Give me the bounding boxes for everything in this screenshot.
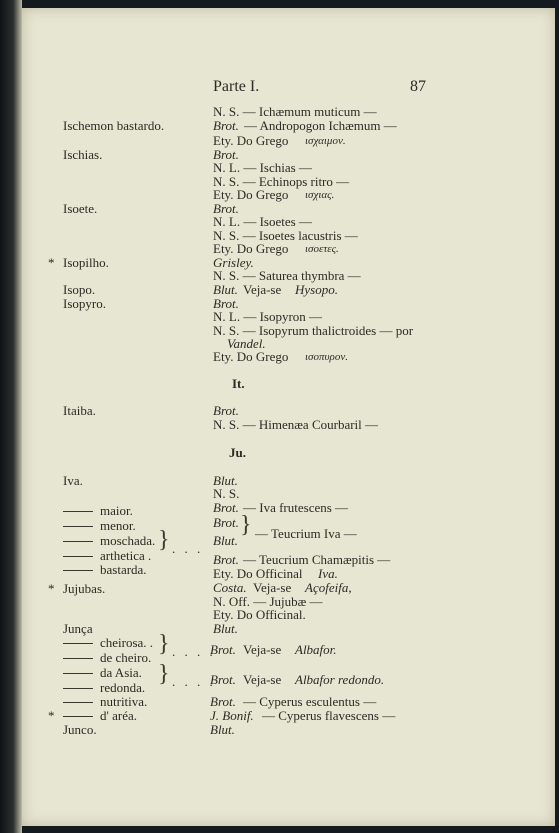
cross-reference: Albafor redondo. (295, 672, 385, 687)
entry-junca-nutritiva: nutritiva. (100, 694, 148, 709)
note-etymology: Ety. Do Officinal (213, 566, 303, 581)
entry-jujubas: Jujubas. (63, 581, 106, 596)
note-author: Brot. (213, 515, 239, 530)
entry-itaiba: Itaiba. (63, 403, 96, 418)
note-author: Brot. (210, 672, 236, 687)
note-author: Brot. (213, 552, 239, 567)
leader-dots: . . . (172, 541, 204, 556)
entry-isoete: Isoete. (63, 201, 98, 216)
note-author: Brot. (213, 201, 239, 216)
ditto-dash (63, 643, 93, 644)
greek-word: ισχαιμον. (305, 135, 346, 147)
note-line: Veja-se (243, 642, 282, 657)
asterisk-mark: * (48, 581, 55, 596)
entry-iva-moschada: moschada. (100, 533, 156, 548)
ditto-dash (63, 526, 93, 527)
brace-left: } (158, 631, 170, 657)
running-title: Parte I. (213, 78, 260, 95)
entry-junca-redonda: redonda. (100, 680, 146, 695)
note-line: N. S. — Echinops ritro — (213, 174, 350, 189)
note-line: N. S. — Ichæmum muticum — (213, 104, 377, 119)
entry-ischemon: Ischemon bastardo. (63, 118, 165, 133)
leader-dots: . . . . (172, 644, 216, 659)
note-author: Brot. (210, 694, 236, 709)
entry-iva-arthetica: arthetica . (100, 548, 152, 563)
note-line: N. L. — Isopyron — (213, 309, 323, 324)
entry-junca-cheirosa: cheirosa. . (100, 635, 154, 650)
note-line: — Teucrium Iva — (255, 526, 357, 541)
brace-right: } (240, 512, 252, 538)
entry-ischias: Ischias. (63, 147, 103, 162)
entry-isopo: Isopo. (63, 282, 96, 297)
note-line: — Andropogon Ichæmum — (244, 118, 397, 133)
note-author: Costa. (213, 580, 247, 595)
note-author: Blut. (213, 533, 238, 548)
section-heading-ju: Ju. (229, 445, 246, 460)
entry-junca-da-asia: da Asia. (100, 665, 142, 680)
note-etymology: Ety. Do Grego (213, 187, 289, 202)
ditto-dash (63, 716, 93, 717)
note-line: — Iva frutescens — (243, 500, 349, 515)
note-line: N. S. (213, 486, 240, 501)
note-line: Veja-se (243, 282, 282, 297)
note-line: Veja-se (243, 672, 282, 687)
note-author: Blut. (213, 621, 238, 636)
note-author: J. Bonif. (210, 708, 254, 723)
note-line: — Teucrium Chamæpitis — (243, 552, 391, 567)
ditto-dash (63, 658, 93, 659)
note-line: — Cyperus esculentus — (243, 694, 377, 709)
entry-isopyro: Isopyro. (63, 296, 106, 311)
note-etymology: Ety. Do Officinal. (213, 607, 306, 622)
note-line: N. Off. — Jujubæ — (213, 594, 323, 609)
leader-dots: . . . . (172, 674, 216, 689)
ditto-dash (63, 541, 93, 542)
cross-reference: Hysopo. (295, 282, 338, 297)
note-line: N. L. — Isoetes — (213, 214, 312, 229)
cross-reference: Açofeifa, (305, 580, 352, 595)
entry-junca: Junça (63, 621, 93, 636)
note-author: Grisley. (213, 255, 254, 270)
note-author: Brot. (213, 500, 239, 515)
note-line: N. S. — Isoetes lacustris — (213, 228, 358, 243)
note-author: Vandel. (227, 336, 266, 351)
ditto-dash (63, 570, 93, 571)
book-spine (0, 0, 22, 833)
entry-isopilho: Isopilho. (63, 255, 109, 270)
note-author: Blut. (213, 282, 238, 297)
entry-iva: Iva. (63, 473, 83, 488)
note-author: Blut. (213, 473, 238, 488)
greek-word: ισοπυρον. (305, 351, 348, 363)
note-line: N. S. — Saturea thymbra — (213, 268, 361, 283)
note-etymology: Ety. Do Grego (213, 349, 289, 364)
entry-iva-maior: maior. (100, 503, 133, 518)
note-etymology: Ety. Do Grego (213, 133, 289, 148)
note-line: N. S. — Isopyrum thalictroides — por (213, 323, 414, 338)
note-author: Brot. (213, 296, 239, 311)
note-author: Blut. (210, 722, 235, 737)
entry-junco: Junco. (63, 722, 97, 737)
ditto-dash (63, 702, 93, 703)
note-line: — Cyperus flavescens — (262, 708, 396, 723)
greek-word: ισοετες. (305, 243, 339, 255)
asterisk-mark: * (48, 708, 55, 723)
ditto-dash (63, 673, 93, 674)
brace-left: } (158, 527, 170, 553)
ditto-dash (63, 688, 93, 689)
ditto-dash (63, 556, 93, 557)
ditto-dash (63, 511, 93, 512)
brace-left: } (158, 661, 170, 687)
entry-iva-bastarda: bastarda. (100, 562, 147, 577)
entry-junca-darea: d' aréa. (100, 708, 137, 723)
note-line: N. L. — Ischias — (213, 160, 312, 175)
cross-reference: Albafor. (295, 642, 337, 657)
greek-word: ισχιας. (305, 189, 335, 201)
note-line: Veja-se (253, 580, 292, 595)
asterisk-mark: * (48, 255, 55, 270)
entry-junca-de-cheiro: de cheiro. (100, 650, 152, 665)
note-author: Brot. (213, 147, 239, 162)
note-author: Brot. (213, 403, 239, 418)
note-author: Brot. (213, 118, 239, 133)
cross-reference: Iva. (318, 566, 338, 581)
section-heading-it: It. (232, 376, 245, 391)
page-number: 87 (410, 78, 426, 95)
entry-iva-menor: menor. (100, 518, 136, 533)
note-line: N. S. — Himenæa Courbaril — (213, 417, 379, 432)
note-etymology: Ety. Do Grego (213, 241, 289, 256)
note-author: Brot. (210, 642, 236, 657)
